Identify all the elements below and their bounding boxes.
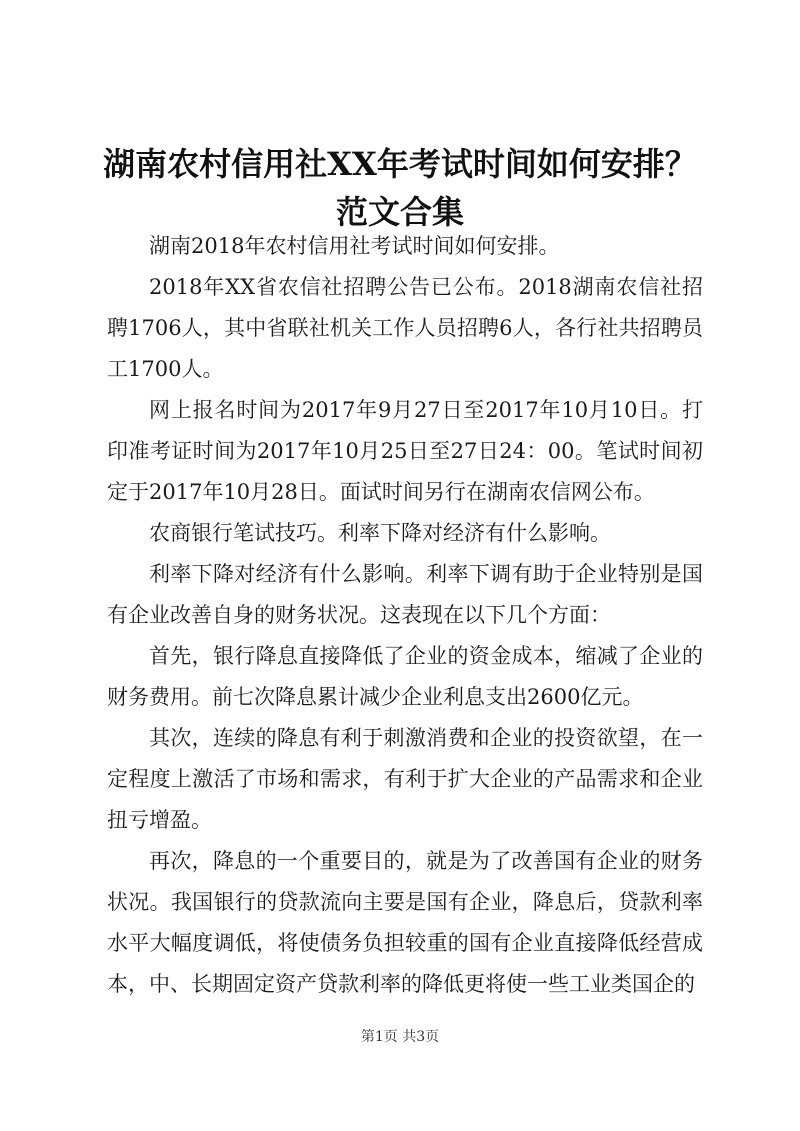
paragraph: 湖南2018年农村信用社考试时间如何安排。 xyxy=(149,234,560,258)
paragraph: 农商银行笔试技巧。利率下降对经济有什么影响。 xyxy=(149,521,611,545)
document-title: 湖南农村信用社XX年考试时间如何安排？范文合集 xyxy=(103,145,697,231)
paragraph: 2018年XX省农信社招聘公告已公布。2018湖南农信社招聘1706人，其中省联社机关工作人员招聘6人，各行社共招聘员工1700人。 xyxy=(107,275,703,381)
paragraph: 其次，连续的降息有利于刺激消费和企业的投资欲望，在一定程度上激活了市场和需求，有利于扩大企业的产品需求和企业扭亏增盈。 xyxy=(107,726,703,832)
document-body xyxy=(107,226,703,1005)
paragraph: 首先，银行降息直接降低了企业的资金成本，缩减了企业的财务费用。前七次降息累计减少企业利息支出2600亿元。 xyxy=(107,644,703,709)
page-footer: 第1页 共3页 xyxy=(360,1029,440,1045)
paragraph: 利率下降对经济有什么影响。利率下调有助于企业特别是国有企业改善自身的财务状况。这表现在以下几个方面： xyxy=(107,562,703,627)
paragraph: 再次，降息的一个重要目的，就是为了改善国有企业的财务状况。我国银行的贷款流向主要是国有企业，降息后，贷款利率水平大幅度调低，将使债务负担较重的国有企业直接降低经营成本，中、长期固定资产贷款利率的降低更将使一些工业类国企的 xyxy=(107,849,703,996)
paragraph: 网上报名时间为2017年9月27日至2017年10月10日。打印准考证时间为2017年10月25日至27日24：00。笔试时间初定于2017年10月28日。面试时间另行在湖南农信网公布。 xyxy=(107,398,703,504)
